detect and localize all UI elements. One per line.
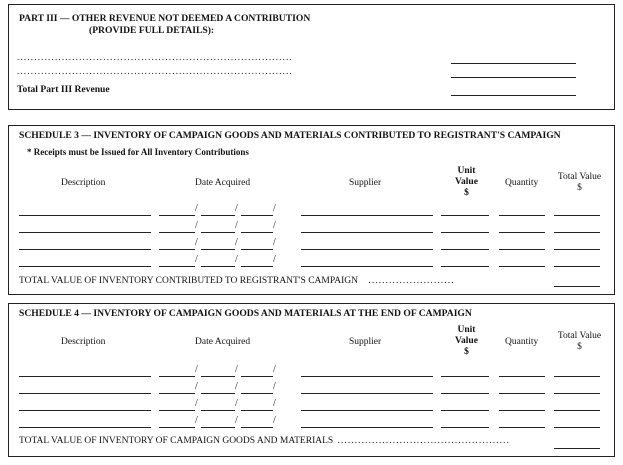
date-separator: /: [235, 415, 238, 426]
total-value-field[interactable]: [554, 232, 600, 233]
schedule3-section: [8, 125, 615, 295]
description-field[interactable]: [19, 215, 151, 216]
date-year-field[interactable]: [241, 393, 273, 394]
col-header-supplier: Supplier: [349, 337, 382, 347]
description-field[interactable]: [19, 232, 151, 233]
col-header-date-acquired: Date Acquired: [195, 178, 251, 188]
date-separator: /: [235, 254, 238, 265]
currency-label: $: [464, 347, 469, 357]
part3-subtitle: (PROVIDE FULL DETAILS):: [89, 25, 215, 36]
date-separator: /: [235, 203, 238, 214]
date-separator: /: [235, 364, 238, 375]
date-day-field[interactable]: [159, 427, 195, 428]
part3-amount-field[interactable]: [451, 77, 576, 78]
supplier-field[interactable]: [301, 266, 433, 267]
date-separator: /: [195, 381, 198, 392]
date-separator: /: [273, 237, 276, 248]
description-field[interactable]: [19, 249, 151, 250]
part3-dotted-row: ................................................................................: [17, 66, 293, 76]
currency-label: $: [577, 183, 582, 193]
currency-label: $: [577, 342, 582, 352]
col-header-unit-value: [449, 325, 484, 358]
date-separator: /: [273, 364, 276, 375]
date-month-field[interactable]: [201, 427, 235, 428]
date-year-field[interactable]: [241, 232, 273, 233]
date-month-field[interactable]: [201, 232, 235, 233]
description-field[interactable]: [19, 393, 151, 394]
date-month-field[interactable]: [201, 266, 235, 267]
total-value-label: Total Value: [557, 331, 602, 341]
quantity-field[interactable]: [499, 410, 545, 411]
quantity-field[interactable]: [499, 266, 545, 267]
total-dots: ..................................................: [337, 435, 511, 445]
total-value-field[interactable]: [554, 410, 600, 411]
description-field[interactable]: [19, 266, 151, 267]
unit-value-field[interactable]: [441, 410, 489, 411]
description-field[interactable]: [19, 376, 151, 377]
quantity-field[interactable]: [499, 427, 545, 428]
schedule4-total-field[interactable]: [554, 448, 600, 449]
col-header-date-acquired: Date Acquired: [195, 337, 251, 347]
date-separator: /: [235, 220, 238, 231]
date-month-field[interactable]: [201, 249, 235, 250]
date-separator: /: [273, 381, 276, 392]
schedule4-title: SCHEDULE 4 — INVENTORY OF CAMPAIGN GOODS AND MATERIALS AT THE END OF CAMPAIGN: [19, 308, 472, 319]
supplier-field[interactable]: [301, 215, 433, 216]
date-separator: /: [235, 381, 238, 392]
supplier-field[interactable]: [301, 232, 433, 233]
unit-value-field[interactable]: [441, 393, 489, 394]
date-separator: /: [195, 254, 198, 265]
date-month-field[interactable]: [201, 215, 235, 216]
quantity-field[interactable]: [499, 249, 545, 250]
date-separator: /: [235, 237, 238, 248]
unit-value-field[interactable]: [441, 427, 489, 428]
part3-dotted-row: ................................................................................: [17, 52, 293, 62]
col-header-total-value: [552, 172, 607, 194]
supplier-field[interactable]: [301, 393, 433, 394]
date-separator: /: [195, 237, 198, 248]
supplier-field[interactable]: [301, 410, 433, 411]
total-value-label: Total Value: [557, 172, 602, 182]
description-field[interactable]: [19, 427, 151, 428]
unit-value-field[interactable]: [441, 232, 489, 233]
part3-amount-field[interactable]: [451, 63, 576, 64]
quantity-field[interactable]: [499, 376, 545, 377]
date-year-field[interactable]: [241, 410, 273, 411]
date-day-field[interactable]: [159, 376, 195, 377]
supplier-field[interactable]: [301, 376, 433, 377]
date-separator: /: [235, 398, 238, 409]
date-separator: /: [273, 415, 276, 426]
total-value-field[interactable]: [554, 266, 600, 267]
date-month-field[interactable]: [201, 393, 235, 394]
col-header-unit-value: [449, 166, 484, 199]
unit-value-field[interactable]: [441, 215, 489, 216]
part3-section: [8, 4, 615, 110]
date-separator: /: [273, 220, 276, 231]
date-day-field[interactable]: [159, 232, 195, 233]
date-separator: /: [273, 203, 276, 214]
schedule4-total-label: [19, 435, 510, 446]
date-separator: /: [195, 415, 198, 426]
date-month-field[interactable]: [201, 376, 235, 377]
total-label-text: TOTAL VALUE OF INVENTORY OF CAMPAIGN GOODS AND MATERIALS: [19, 436, 334, 446]
total-value-field[interactable]: [554, 427, 600, 428]
total-value-field[interactable]: [554, 376, 600, 377]
col-header-description: Description: [61, 178, 106, 188]
quantity-field[interactable]: [499, 393, 545, 394]
col-header-supplier: Supplier: [349, 178, 382, 188]
currency-label: $: [464, 188, 469, 198]
date-year-field[interactable]: [241, 376, 273, 377]
col-header-description: Description: [61, 337, 106, 347]
total-value-field[interactable]: [554, 249, 600, 250]
date-day-field[interactable]: [159, 215, 195, 216]
value-label: Value: [455, 336, 478, 346]
date-day-field[interactable]: [159, 393, 195, 394]
schedule4-section: [8, 303, 615, 457]
supplier-field[interactable]: [301, 427, 433, 428]
date-month-field[interactable]: [201, 410, 235, 411]
supplier-field[interactable]: [301, 249, 433, 250]
date-separator: /: [195, 364, 198, 375]
part3-title: PART III — OTHER REVENUE NOT DEEMED A CONTRIBUTION: [19, 13, 311, 24]
schedule3-note: * Receipts must be Issued for All Inventory Contributions: [27, 147, 249, 157]
date-separator: /: [195, 398, 198, 409]
date-separator: /: [273, 398, 276, 409]
schedule3-total-field[interactable]: [554, 286, 600, 287]
date-year-field[interactable]: [241, 427, 273, 428]
total-dots: .........................: [368, 275, 455, 285]
unit-value-field[interactable]: [441, 376, 489, 377]
date-day-field[interactable]: [159, 410, 195, 411]
description-field[interactable]: [19, 410, 151, 411]
unit-value-field[interactable]: [441, 266, 489, 267]
date-separator: /: [273, 254, 276, 265]
unit-label: Unit: [457, 325, 476, 335]
schedule3-title: SCHEDULE 3 — INVENTORY OF CAMPAIGN GOODS AND MATERIALS CONTRIBUTED TO REGISTRANT'S CAMPAIGN: [19, 130, 561, 141]
col-header-quantity: Quantity: [505, 178, 539, 188]
date-year-field[interactable]: [241, 266, 273, 267]
total-label-text: TOTAL VALUE OF INVENTORY CONTRIBUTED TO REGISTRANT'S CAMPAIGN: [19, 276, 359, 286]
unit-label: Unit: [457, 166, 476, 176]
date-day-field[interactable]: [159, 266, 195, 267]
value-label: Value: [455, 177, 478, 187]
col-header-total-value: [552, 331, 607, 353]
date-year-field[interactable]: [241, 215, 273, 216]
total-value-field[interactable]: [554, 215, 600, 216]
date-day-field[interactable]: [159, 249, 195, 250]
quantity-field[interactable]: [499, 232, 545, 233]
col-header-quantity: Quantity: [505, 337, 539, 347]
part3-total-label: Total Part III Revenue: [17, 84, 110, 95]
total-value-field[interactable]: [554, 393, 600, 394]
date-year-field[interactable]: [241, 249, 273, 250]
unit-value-field[interactable]: [441, 249, 489, 250]
date-separator: /: [195, 203, 198, 214]
schedule3-total-label: [19, 275, 455, 286]
date-separator: /: [195, 220, 198, 231]
part3-total-field[interactable]: [451, 95, 576, 96]
quantity-field[interactable]: [499, 215, 545, 216]
